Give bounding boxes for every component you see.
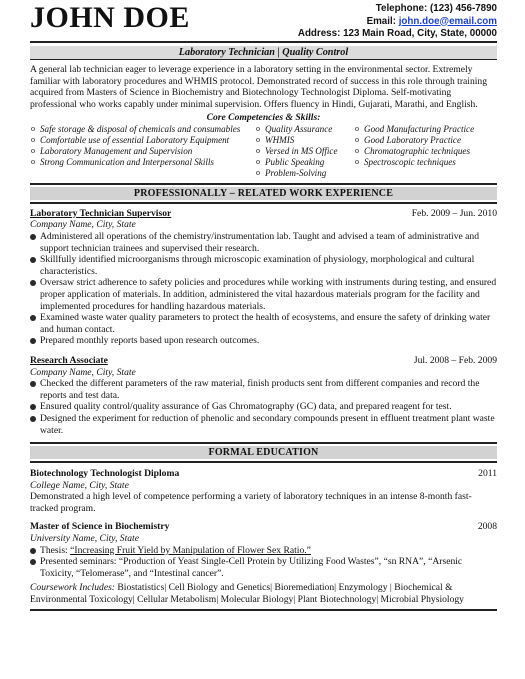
- bottom-divider: [30, 609, 497, 611]
- skill-item: o Good Manufacturing Practice: [354, 124, 497, 135]
- degree-title: Biotechnology Technologist Diploma: [30, 468, 180, 480]
- coursework-block: [30, 582, 497, 605]
- seminars-item: Presented seminars: “Production of Yeast Single-Cell Protein by Utilizing Food Wastes”, “sn RNA”, “Arsenic Toxicity, “Telomerase”, and “Intestinal cancer”.: [30, 556, 497, 579]
- company-line: Company Name, City, State: [30, 219, 136, 231]
- education-header: [30, 521, 497, 533]
- job-header: [30, 355, 497, 367]
- job-entry: [30, 355, 497, 436]
- bullet-item: Ensured quality control/quality assurance of Gas Chromatography (GC) data, and prepared reagent for test.: [30, 401, 497, 413]
- degree-year: 2008: [477, 521, 497, 533]
- resume-header: [30, 0, 497, 40]
- company-line: Company Name, City, State: [30, 366, 136, 378]
- skill-item: o Versed in MS Office: [255, 146, 354, 157]
- education-entry: [30, 468, 497, 514]
- job-bullets: [30, 231, 497, 347]
- coursework-label: Coursework Includes:: [30, 582, 115, 594]
- coursework-list: Biostatistics| Cell Biology and Genetics| Bioremediation| Enzymology | Biochemical & Environmental Toxicology| Cellular Metabolism| Molecular Biology| Plant Biotechnology| Microbial Physiology: [30, 582, 464, 606]
- job-dates: Jul. 2008 – Feb. 2009: [413, 354, 497, 366]
- degree-year: 2011: [478, 468, 497, 480]
- thesis-label: Thesis:: [40, 544, 68, 556]
- email-line: [298, 16, 497, 29]
- bullet-item: Prepared monthly reports based upon research outcomes.: [30, 335, 497, 347]
- bullet-item: Examined waste water quality parameters to protect the health of ecosystems, and ensure the safety of drinking water and human contact.: [30, 312, 497, 335]
- telephone-line: [298, 3, 497, 16]
- core-competencies-title: Core Competencies & Skills:: [206, 111, 321, 123]
- degree-bullets: [30, 545, 497, 580]
- education-section-header: [30, 442, 497, 463]
- address-label: Address:: [297, 28, 341, 39]
- skill-item: o Safe storage & disposal of chemicals and consumables: [30, 124, 255, 135]
- education-divider: [30, 461, 497, 463]
- job-header: [30, 208, 497, 220]
- skills-column-2: [255, 124, 354, 179]
- experience-heading: PROFESSIONALLY – RELATED WORK EXPERIENCE: [30, 187, 497, 200]
- education-entry: [30, 521, 497, 579]
- degree-title: Master of Science in Biochemistry: [30, 521, 170, 533]
- job-bullets: [30, 378, 497, 436]
- telephone-value: (123) 456-7890: [430, 3, 497, 14]
- job-title-bar: Laboratory Technician | Quality Control: [30, 46, 497, 59]
- bullet-item: Checked the different parameters of the raw material, finish products sent from different companies and record the reports and test data.: [30, 378, 497, 401]
- telephone-label: Telephone:: [375, 3, 428, 14]
- skill-item: o Quality Assurance: [255, 124, 354, 135]
- address-value: 123 Main Road, City, State, 00000: [343, 28, 497, 39]
- email-label: Email:: [366, 15, 396, 27]
- title-divider: [30, 59, 497, 60]
- email-link[interactable]: john.doe@email.com: [398, 15, 497, 27]
- professional-summary: A general lab technician eager to leverage experience in a laboratory setting in the environmental sector. Extremely familiar with laboratory procedures and WHMIS protocol. Demonstrated record of success in this role through training acquired from Masters of Science in Biochemistry and Biotechnology Technologist Diploma. Self-motivating professional who works capably under minimal supervision. Offers fluency in Hindi, Gujarati, Marathi, and English.: [30, 64, 488, 111]
- education-header: [30, 468, 497, 480]
- skills-column-1: [30, 124, 255, 179]
- header-divider: [30, 41, 497, 43]
- address-line: [298, 28, 497, 41]
- skill-item: o Good Laboratory Practice: [354, 135, 497, 146]
- candidate-name: JOHN DOE: [30, 1, 190, 34]
- experience-section-header: [30, 183, 497, 204]
- degree-description: Demonstrated a high level of competence performing a variety of laboratory techniques in an intense 8-month fast-tracked program.: [30, 491, 472, 514]
- skill-item: o Chromatographic techniques: [354, 146, 497, 157]
- skill-item: o WHMIS: [255, 135, 354, 146]
- education-heading: FORMAL EDUCATION: [30, 446, 497, 459]
- job-title: Laboratory Technician Supervisor: [30, 207, 172, 219]
- school-line: University Name, City, State: [30, 533, 139, 545]
- job-dates: Feb. 2009 – Jun. 2010: [411, 207, 497, 219]
- thesis-item: [30, 545, 497, 557]
- thesis-title: “Increasing Fruit Yield by Manipulation of Flower Sex Ratio.”: [70, 544, 311, 556]
- bullet-item: Designed the experiment for reduction of phenolic and secondary compounds present in effluent treatment plant waste water.: [30, 413, 497, 436]
- experience-divider: [30, 202, 497, 204]
- skill-item: o Public Speaking: [255, 157, 354, 168]
- skill-item: o Problem-Solving: [255, 168, 354, 179]
- skill-item: o Strong Communication and Interpersonal Skills: [30, 157, 255, 168]
- contact-block: [298, 3, 497, 41]
- skills-grid: [30, 124, 497, 179]
- skill-item: o Laboratory Management and Supervision: [30, 146, 255, 157]
- job-entry: [30, 208, 497, 347]
- skill-item: o Spectroscopic techniques: [354, 157, 497, 168]
- skills-column-3: [354, 124, 497, 179]
- skill-item: o Comfortable use of essential Laboratory Equipment: [30, 135, 255, 146]
- job-title: Research Associate: [30, 354, 108, 366]
- bullet-item: Administered all operations of the chemistry/instrumentation lab. Taught and advised a team of administrative and support technician trainees and supervised their research.: [30, 231, 497, 254]
- bullet-item: Skillfully identified microorganisms through microscopic examination of physiology, morphological and cultural characteristics.: [30, 254, 497, 277]
- bullet-item: Oversaw strict adherence to safety policies and procedures while working with instruments during testing, and ensured proper application of materials. In addition, administered the vital hazardous materials program for the facility and implemented procedures for handling hazardous materials.: [30, 277, 497, 312]
- school-line: College Name, City, State: [30, 479, 129, 491]
